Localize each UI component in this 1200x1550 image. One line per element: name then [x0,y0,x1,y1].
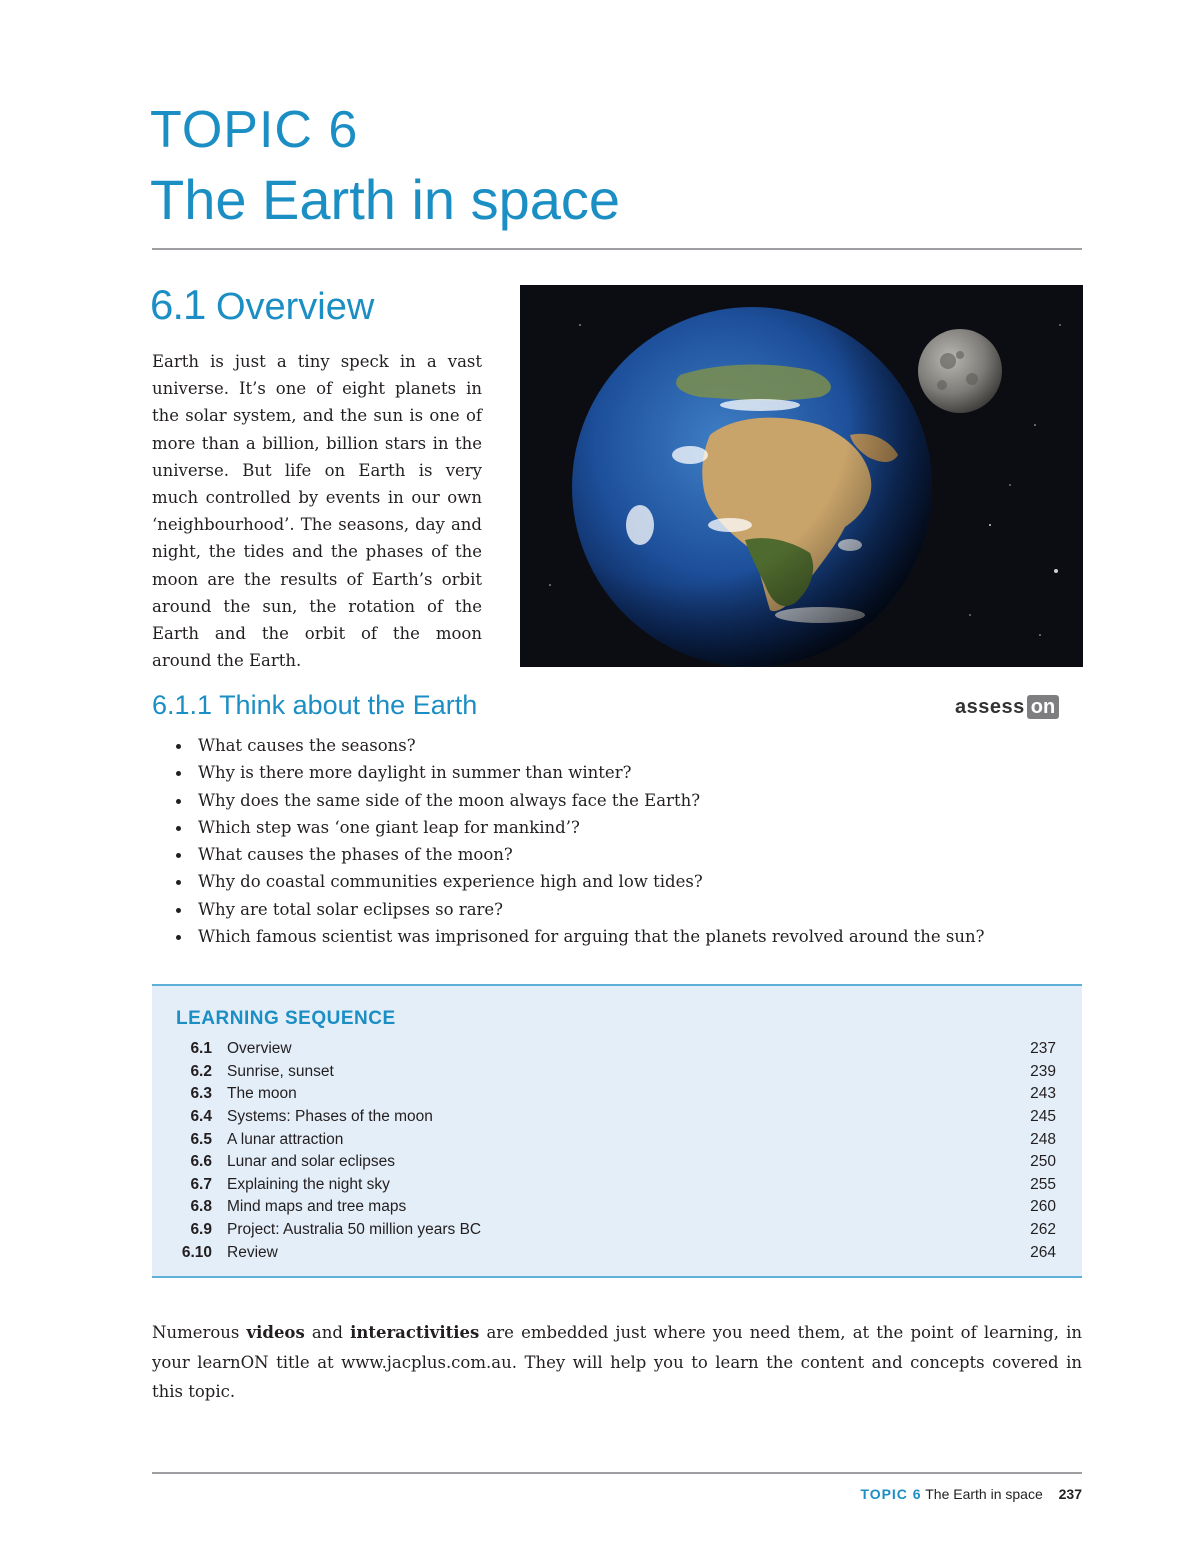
overview-number: 6.1 [150,281,206,328]
list-item: Why do coastal communities experience high and low tides? [172,868,984,895]
footer-topic: TOPIC 6 [860,1486,922,1502]
row-number: 6.7 [190,1175,212,1193]
row-number: 6.4 [190,1108,212,1126]
overview-heading [150,281,375,328]
row-number: 6.5 [190,1130,212,1148]
row-number: 6.9 [190,1221,212,1239]
closing-text-3: are embedded just where you need them, at the point of learning, in your learnON title at www.jacplus.com.au. They will help you to learn the content and concepts covered in this topic. [152,1323,1082,1401]
table-row[interactable] [172,1151,1056,1174]
row-title: The moon [227,1085,297,1103]
row-page: 262 [1030,1221,1056,1239]
question-list [172,732,984,950]
closing-bold-interactivities: interactivities [350,1323,480,1342]
footer-divider [152,1472,1082,1474]
row-page: 260 [1030,1198,1056,1216]
row-page: 255 [1030,1175,1056,1193]
table-row[interactable] [172,1083,1056,1106]
overview-title: Overview [215,286,375,328]
row-number: 6.6 [190,1153,212,1171]
assesson-logo[interactable] [955,695,1059,719]
row-number: 6.8 [190,1198,212,1216]
row-number: 6.1 [190,1040,212,1058]
row-page: 243 [1030,1085,1056,1103]
list-item: Which famous scientist was imprisoned for arguing that the planets revolved around the sun? [172,923,984,950]
row-page: 239 [1030,1062,1056,1080]
row-title: Review [227,1243,278,1261]
table-row[interactable] [172,1196,1056,1219]
list-item: Why does the same side of the moon always face the Earth? [172,787,984,814]
row-page: 248 [1030,1130,1056,1148]
row-page: 245 [1030,1108,1056,1126]
learning-sequence-title: LEARNING SEQUENCE [176,1008,396,1029]
overview-paragraph: Earth is just a tiny speck in a vast universe. It’s one of eight planets in the solar system, and the sun is one of more than a billion, billion stars in the universe. But life on Earth is very much controlled by events in our own ‘neighbourhood’. The seasons, day and night, the tides and the phases of the moon are the results of Earth’s orbit around the sun, the rotation of the Earth and the orbit of the moon around the Earth. [152,352,482,671]
table-row[interactable] [172,1241,1056,1264]
assesson-logo-part2: on [1027,695,1059,719]
learning-sequence-box [152,984,1082,1278]
table-row[interactable] [172,1174,1056,1197]
closing-bold-videos: videos [246,1323,305,1342]
closing-text-2: and [304,1323,351,1342]
footer-title: The Earth in space [925,1486,1043,1502]
table-row[interactable] [172,1128,1056,1151]
assesson-logo-part1: assess [955,696,1025,718]
row-title: Explaining the night sky [227,1175,390,1193]
table-row[interactable] [172,1219,1056,1242]
row-number: 6.3 [190,1085,212,1103]
list-item: Which step was ‘one giant leap for mankind’? [172,814,984,841]
row-title: Sunrise, sunset [227,1062,334,1080]
table-row[interactable] [172,1038,1056,1061]
closing-paragraph [152,1318,1082,1407]
list-item: Why are total solar eclipses so rare? [172,896,984,923]
learning-sequence-list [172,1038,1056,1264]
list-item: What causes the phases of the moon? [172,841,984,868]
table-row[interactable] [172,1061,1056,1084]
row-page: 237 [1030,1040,1056,1058]
row-title: Systems: Phases of the moon [227,1108,433,1126]
earth-moon-illustration [520,285,1083,667]
row-title: Project: Australia 50 million years BC [227,1221,482,1239]
topic-label: TOPIC 6 [150,101,359,159]
row-page: 264 [1030,1243,1056,1261]
row-number: 6.2 [190,1062,212,1080]
row-title: Overview [227,1040,292,1058]
earth-moon-photo [520,285,1083,667]
list-item: Why is there more daylight in summer than winter? [172,759,984,786]
page-footer [860,1486,1082,1502]
row-page: 250 [1030,1153,1056,1171]
footer-page-number: 237 [1058,1486,1082,1502]
row-title: Lunar and solar eclipses [227,1153,396,1171]
think-heading: 6.1.1 Think about the Earth [152,690,478,720]
row-number: 6.10 [181,1243,212,1261]
closing-text-1: Numerous [152,1323,247,1342]
header-divider [152,248,1082,250]
table-row[interactable] [172,1106,1056,1129]
row-title: A lunar attraction [227,1130,344,1148]
list-item: What causes the seasons? [172,732,984,759]
topic-title: The Earth in space [150,168,621,231]
row-title: Mind maps and tree maps [227,1198,407,1216]
